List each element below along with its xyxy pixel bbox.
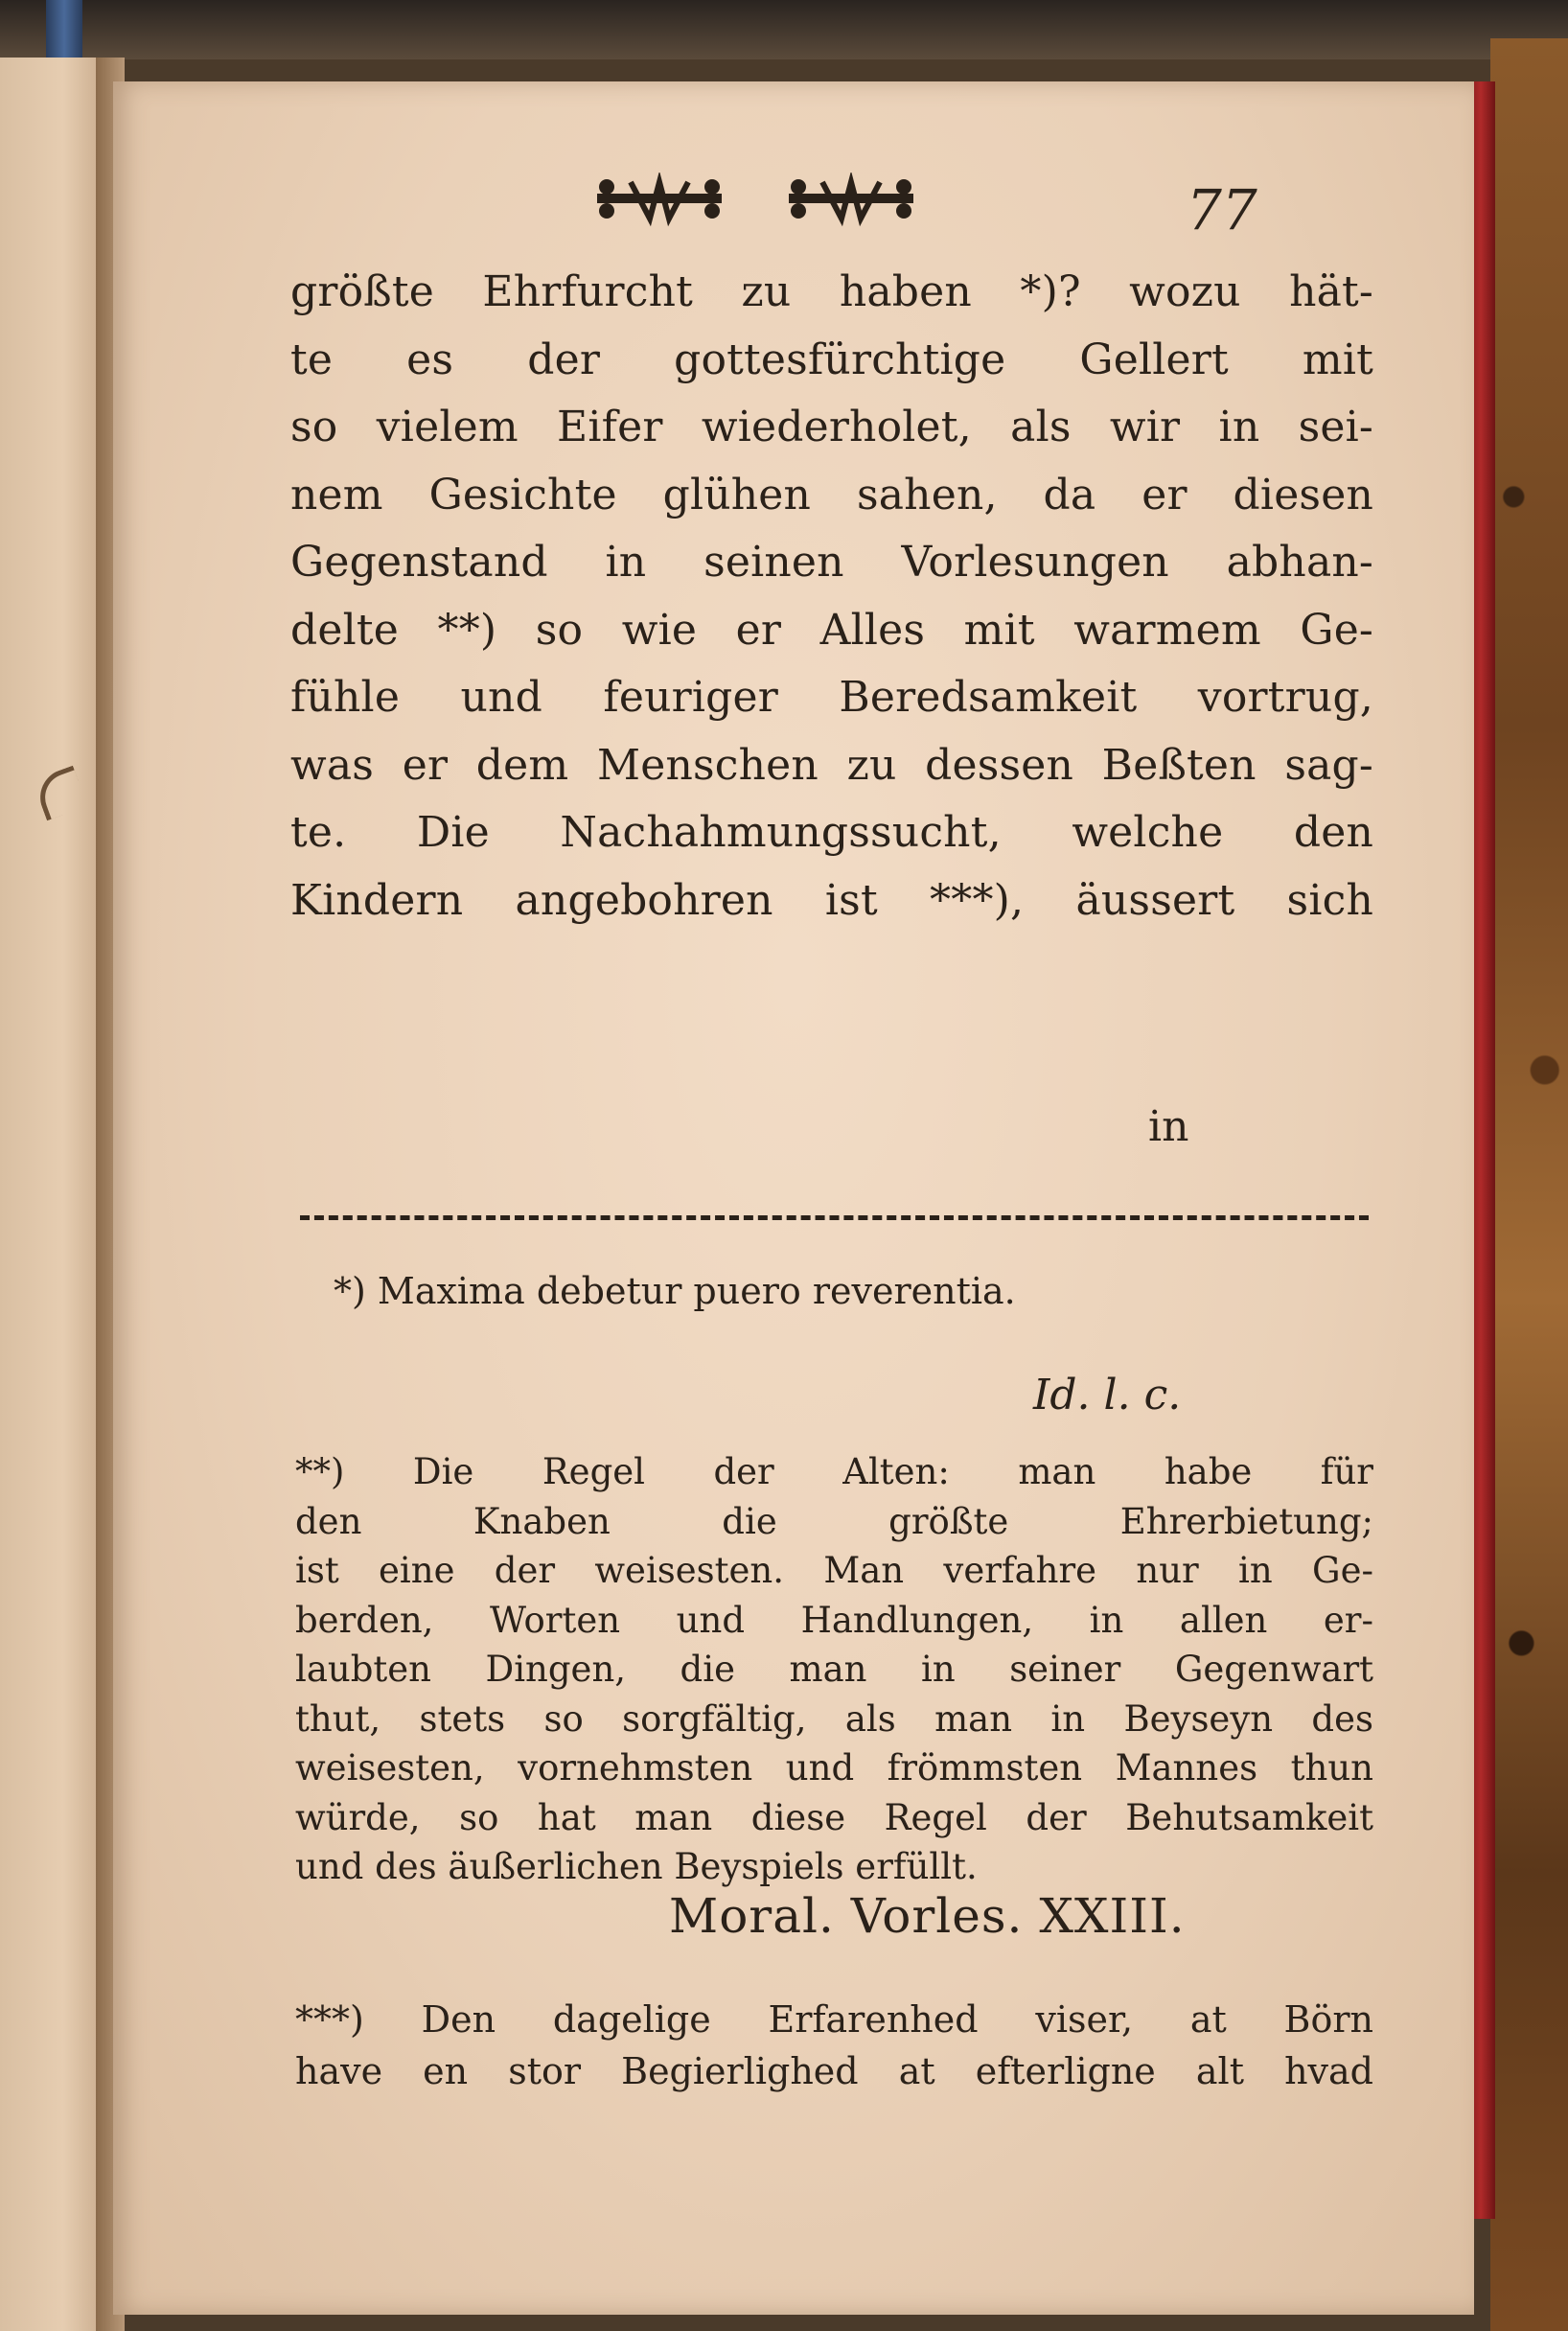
body-line: Kindern angebohren ist ***), äussert sich: [290, 875, 1373, 925]
body-line: größte Ehrfurcht zu haben *)? wozu hät-: [290, 267, 1373, 316]
facing-page-edge: [0, 58, 105, 2331]
header-ornament-left: [592, 173, 726, 230]
footnote-line: **) Die Regel der Alten: man habe für: [295, 1451, 1373, 1492]
background-top-edge: [0, 0, 1568, 59]
body-line: Gegenstand in seinen Vorlesungen abhan-: [290, 538, 1373, 587]
body-text: [290, 259, 1373, 935]
body-line: nem Gesichte glühen sahen, da er diesen: [290, 470, 1373, 519]
footnote-line: thut, stets so sorgfältig, als man in Beyseyn des: [295, 1697, 1373, 1740]
page-mark: [33, 766, 88, 821]
footnote-3: [295, 1994, 1373, 2097]
body-line: so vielem Eifer wiederholet, als wir in sei-: [290, 403, 1373, 451]
footnote-2-source: Moral. Vorles. XXIII.: [669, 1888, 1186, 1944]
footnote-line: würde, so hat man diese Regel der Behutsamkeit: [295, 1796, 1373, 1838]
footnote-1: *) Maxima debetur puero reverentia.: [334, 1270, 1016, 1312]
body-line: was er dem Menschen zu dessen Beßten sag-: [290, 740, 1373, 790]
body-line: te es der gottesfürchtige Gellert mit: [290, 335, 1373, 384]
footnote-line: berden, Worten und Handlungen, in allen er-: [295, 1599, 1373, 1641]
body-line: te. Die Nachahmungssucht, welche den: [290, 808, 1373, 857]
body-line: fühle und feuriger Beredsamkeit vortrug,: [290, 673, 1373, 722]
footnote-line: und des äußerlichen Beyspiels erfüllt.: [295, 1846, 978, 1887]
footnote-line: ***) Den dagelige Erfarenhed viser, at Börn: [295, 1998, 1373, 2041]
footnote-line: ist eine der weisesten. Man verfahre nur in Ge-: [295, 1550, 1373, 1591]
footnote-line: laubten Dingen, die man in seiner Gegenwart: [295, 1649, 1373, 1690]
page-number: 77: [1187, 177, 1257, 242]
body-line: delte **) so wie er Alles mit warmem Ge-: [290, 605, 1373, 655]
header-ornament-right: [784, 173, 918, 230]
footnote-line: den Knaben die größte Ehrerbietung;: [295, 1500, 1373, 1542]
bookmark-thread: [46, 0, 82, 59]
footnote-line: weisesten, vornehmsten und frömmsten Mannes thun: [295, 1747, 1373, 1789]
book-page: [113, 81, 1474, 2315]
footnote-1-source: Id. l. c.: [1033, 1371, 1182, 1419]
marbled-cover: [1490, 38, 1568, 2331]
footnote-line: have en stor Begierlighed at efterligne alt hvad: [295, 2050, 1373, 2092]
catchword: in: [1148, 1102, 1189, 1151]
footnote-2: [295, 1447, 1373, 1892]
footnote-divider: [300, 1215, 1369, 1220]
